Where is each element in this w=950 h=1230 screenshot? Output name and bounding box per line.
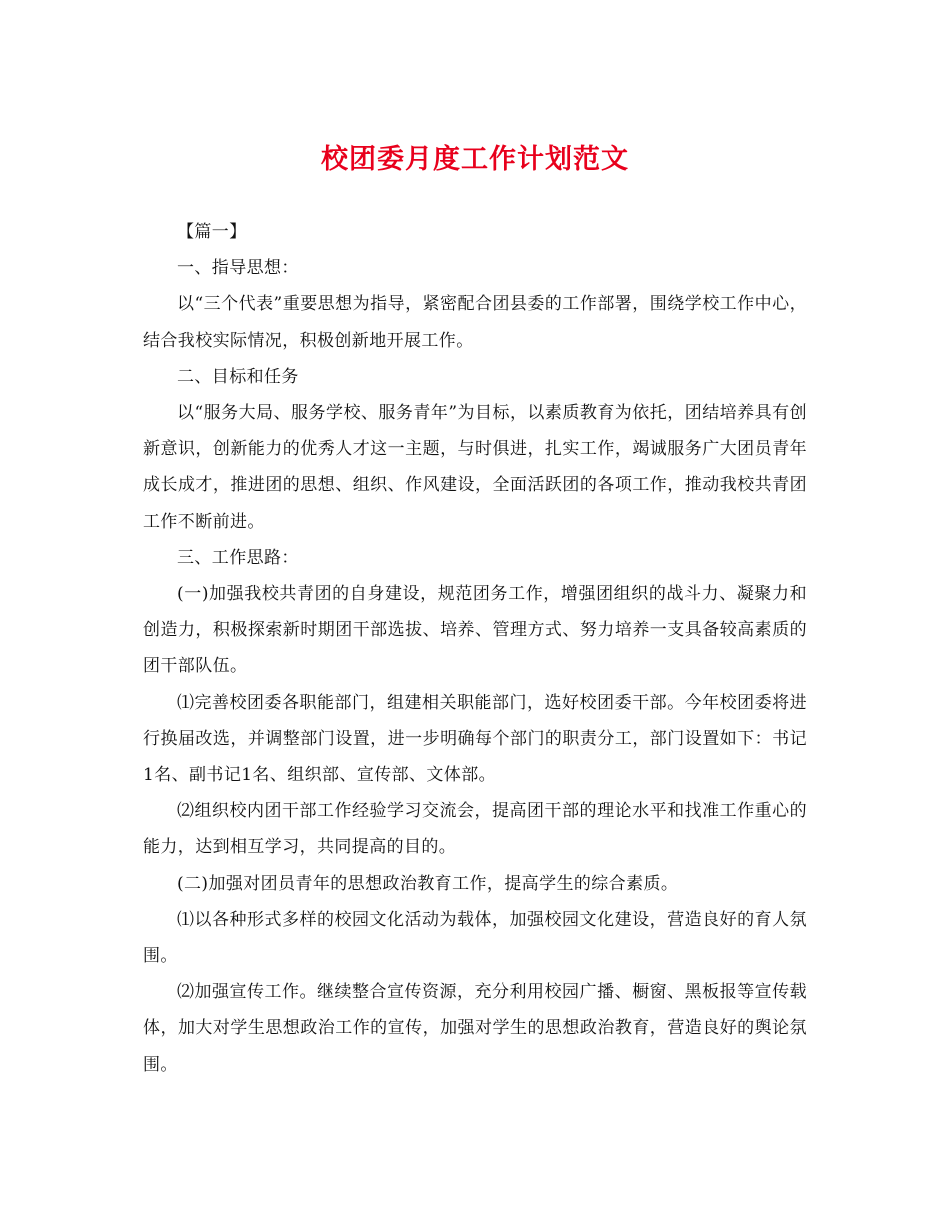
section-heading-goals-tasks: 二、目标和任务 [177,366,299,387]
paragraph-political-education: (二)加强对团员青年的思想政治教育工作，提高学生的综合素质。 [177,873,679,894]
section-heading-part-one: 【篇一】 [177,222,247,242]
paragraph-guiding-ideology: 以“三个代表”重要思想为指导，紧密配合团县委的工作部署，围绕学校工作中心，结合我校实际情况，积极创新地开展工作。 [143,294,807,351]
paragraph-campus-culture: ⑴以各种形式多样的校园文化活动为载体，加强校园文化建设，营造良好的育人氛围。 [143,909,807,967]
paragraph-goals-tasks: 以“服务大局、服务学校、服务青年”为目标，以素质教育为依托，团结培养具有创新意识，创新能力的优秀人才这一主题，与时俱进，扎实工作，竭诚服务广大团员青年成长成才，推进团的思想、组织、作风建设，全面活跃团的各项工作，推动我校共青团工作不断前进。 [143,403,807,532]
section-heading-guiding-ideology: 一、指导思想： [177,258,299,279]
document-body [143,214,807,1083]
paragraph-exchange-meeting: ⑵组织校内团干部工作经验学习交流会，提高团干部的理论水平和找准工作重心的能力，达到相互学习，共同提高的目的。 [143,801,807,858]
paragraph-departments: ⑴完善校团委各职能部门，组建相关职能部门，选好校团委干部。今年校团委将进行换届改选，并调整部门设置，进一步明确每个部门的职责分工，部门设置如下：书记1名、副书记1名、组织部、宣传部、文体部。 [143,692,807,786]
section-heading-work-approach: 三、工作思路： [177,547,299,568]
paragraph-publicity: ⑵加强宣传工作。继续整合宣传资源，充分利用校园广播、橱窗、黑板报等宣传载体，加大对学生思想政治工作的宣传，加强对学生的思想政治教育，营造良好的舆论氛围。 [143,982,807,1075]
paragraph-self-building: (一)加强我校共青团的自身建设，规范团务工作，增强团组织的战斗力、凝聚力和创造力，积极探索新时期团干部选拔、培养、管理方式、努力培养一支具备较高素质的团干部队伍。 [143,584,807,677]
document-title: 校团委月度工作计划范文 [321,144,629,175]
